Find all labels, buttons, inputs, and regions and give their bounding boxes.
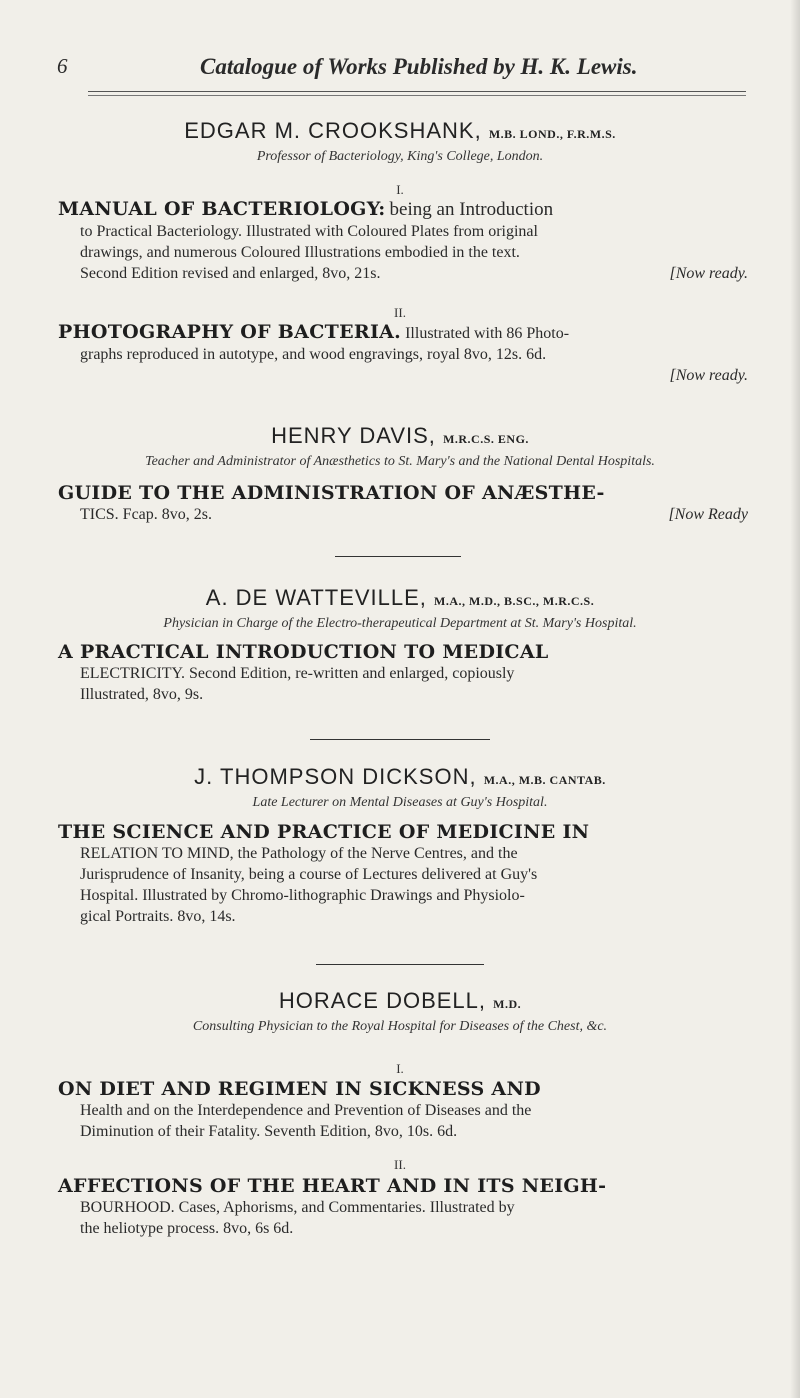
author-name-text: HENRY DAVIS,	[271, 423, 436, 448]
author-degrees: M.R.C.S. ENG.	[443, 432, 529, 446]
author-name-text: EDGAR M. CROOKSHANK,	[184, 118, 482, 143]
work-line: BOURHOOD. Cases, Aphorisms, and Commentaries. Illustrated by	[80, 1199, 515, 1216]
work-line: graphs reproduced in autotype, and wood engravings, royal 8vo, 12s. 6d.	[80, 346, 547, 363]
work-medical-electricity	[58, 642, 748, 705]
author-degrees: M.D.	[493, 997, 522, 1011]
work-line	[58, 504, 748, 525]
author-name-text: HORACE DOBELL,	[278, 988, 487, 1013]
work-line: Diminution of their Fatality. Seventh Edition, 8vo, 10s. 6d.	[80, 1123, 458, 1140]
work-line: ELECTRICITY. Second Edition, re-written and enlarged, copiously	[80, 665, 515, 682]
author-name	[0, 585, 800, 611]
running-head	[0, 54, 800, 88]
author-position: Late Lecturer on Mental Diseases at Guy's Hospital.	[252, 795, 548, 810]
author-de-watteville	[0, 585, 800, 632]
author-davis	[0, 423, 800, 470]
work-line: Hospital. Illustrated by Chromo-lithographic Drawings and Physiolo-	[80, 887, 525, 904]
work-line: to Practical Bacteriology. Illustrated with Coloured Plates from original	[80, 223, 538, 240]
work-status: [Now Ready	[668, 506, 748, 523]
author-name	[0, 423, 800, 449]
work-title: PHOTOGRAPHY OF BACTERIA.	[58, 321, 402, 343]
author-degrees: M.A., M.B. CANTAB.	[483, 773, 606, 787]
work-line	[58, 365, 748, 386]
work-line-text: TICS. Fcap. 8vo, 2s.	[80, 506, 212, 523]
section-divider	[310, 739, 490, 740]
work-line	[58, 263, 748, 284]
author-name	[0, 988, 800, 1014]
work-numeral: II.	[394, 305, 406, 320]
work-affections-of-heart	[58, 1176, 748, 1239]
author-degrees: M.B. LOND., F.R.M.S.	[488, 127, 616, 141]
work-line: the heliotype process. 8vo, 6s 6d.	[80, 1220, 294, 1237]
author-dickson	[0, 764, 800, 811]
running-head-title: Catalogue of Works Published by H. K. Lewis.	[200, 54, 638, 79]
work-line: Jurisprudence of Insanity, being a course of Lectures delivered at Guy's	[80, 866, 538, 883]
work-line: RELATION TO MIND, the Pathology of the Nerve Centres, and the	[80, 845, 518, 862]
work-numeral: I.	[396, 1061, 404, 1076]
work-status: [Now ready.	[669, 367, 748, 384]
work-guide-anaesthetics	[58, 483, 748, 525]
work-title: A PRACTICAL INTRODUCTION TO MEDICAL	[58, 641, 549, 663]
author-degrees: M.A., M.D., B.SC., M.R.C.S.	[434, 594, 595, 608]
work-line: drawings, and numerous Coloured Illustrations embodied in the text.	[80, 244, 520, 261]
work-science-practice-medicine	[58, 822, 748, 927]
work-status: [Now ready.	[669, 265, 748, 282]
author-name	[0, 764, 800, 790]
header-rule-lower	[88, 95, 746, 96]
page-edge-shadow	[790, 0, 800, 1398]
work-numeral: II.	[394, 1157, 406, 1172]
author-name	[0, 118, 800, 144]
work-line: Health and on the Interdependence and Prevention of Diseases and the	[80, 1102, 532, 1119]
author-position: Consulting Physician to the Royal Hospital for Diseases of the Chest, &c.	[192, 1019, 608, 1034]
work-title: AFFECTIONS OF THE HEART AND IN ITS NEIGH-	[58, 1175, 607, 1197]
work-photography-of-bacteria	[58, 322, 748, 386]
work-title: ON DIET AND REGIMEN IN SICKNESS AND	[58, 1078, 541, 1100]
author-name-text: A. DE WATTEVILLE,	[205, 585, 427, 610]
author-name-text: J. THOMPSON DICKSON,	[194, 764, 477, 789]
work-numeral: I.	[396, 182, 404, 197]
page-number: 6	[57, 54, 68, 78]
work-title: GUIDE TO THE ADMINISTRATION OF ANÆSTHE-	[58, 482, 605, 504]
work-subtitle: being an Introduction	[389, 199, 554, 220]
author-position: Teacher and Administrator of Anæsthetics to St. Mary's and the National Dental Hospitals.	[145, 454, 655, 469]
author-position: Professor of Bacteriology, King's College, London.	[256, 149, 544, 164]
section-divider	[316, 964, 484, 965]
work-title: THE SCIENCE AND PRACTICE OF MEDICINE IN	[58, 821, 590, 843]
author-position: Physician in Charge of the Electro-therapeutical Department at St. Mary's Hospital.	[163, 616, 637, 631]
section-divider	[335, 556, 461, 557]
work-line: Illustrated, 8vo, 9s.	[80, 686, 204, 703]
work-diet-and-regimen	[58, 1079, 748, 1142]
header-rule	[88, 91, 746, 92]
work-line: gical Portraits. 8vo, 14s.	[80, 908, 236, 925]
author-dobell	[0, 988, 800, 1035]
work-line-text: Second Edition revised and enlarged, 8vo, 21s.	[80, 265, 381, 282]
work-title: MANUAL OF BACTERIOLOGY:	[58, 198, 386, 220]
author-crookshank	[0, 118, 800, 165]
work-manual-of-bacteriology	[58, 199, 748, 284]
work-line: Illustrated with 86 Photo-	[405, 325, 570, 342]
